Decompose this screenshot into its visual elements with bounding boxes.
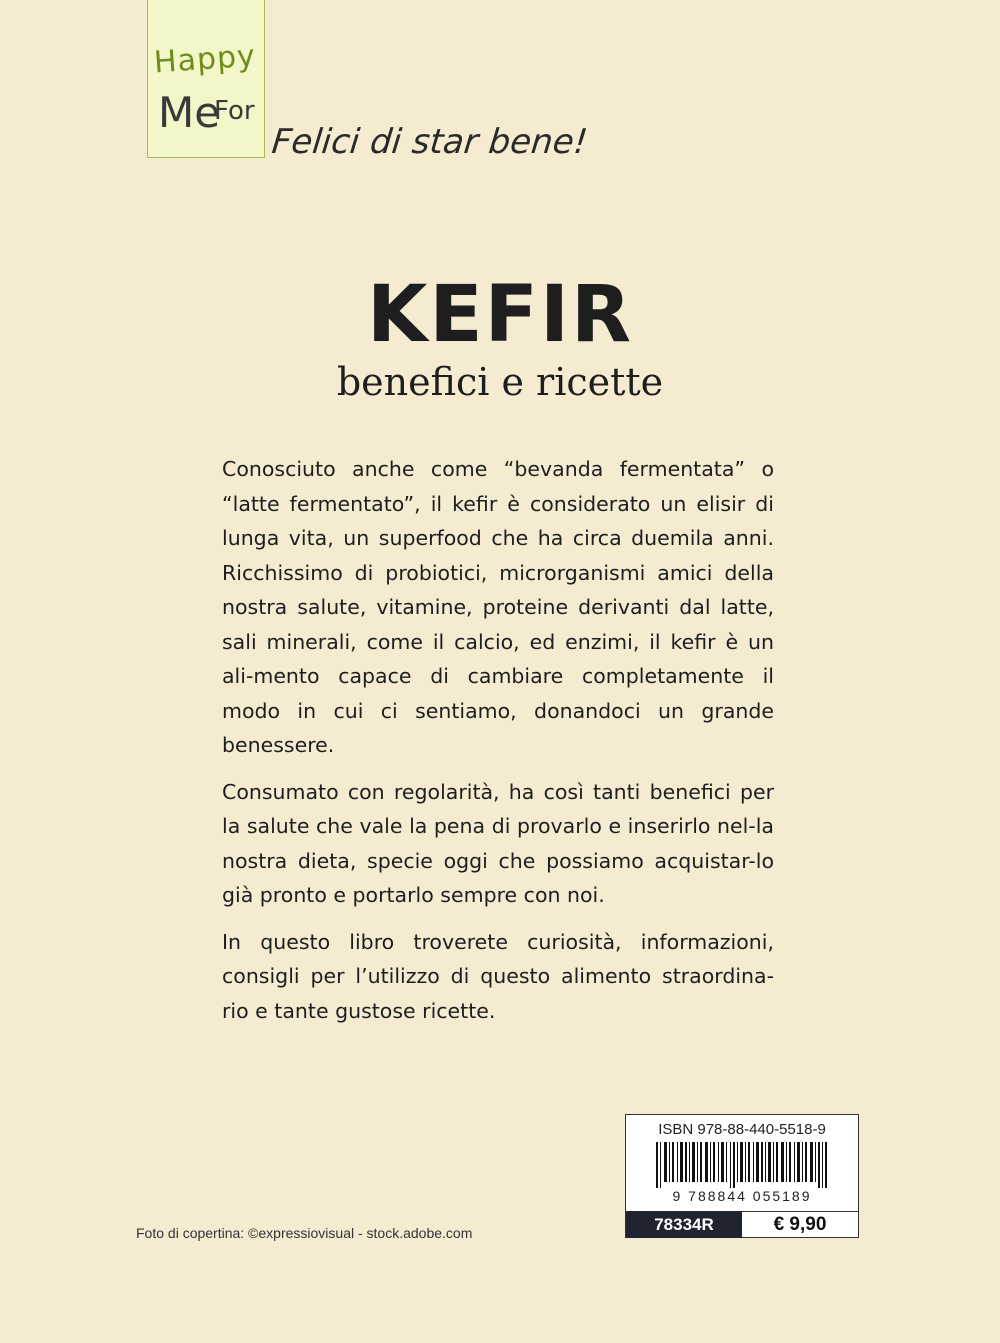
product-code: 78334R xyxy=(626,1211,742,1238)
barcode-panel xyxy=(625,1114,859,1238)
happy-me-for-logo xyxy=(147,0,265,158)
blurb-paragraph: Consumato con regolarità, ha così tanti benefici per la salute che vale la pena di provarlo e inserirlo nel-la nostra dieta, specie oggi che possiamo acquistar-lo già pronto e portarlo sempre con noi. xyxy=(222,779,774,907)
series-tagline: Felici di star bene! xyxy=(269,122,590,162)
logo-for-text: For xyxy=(214,96,255,126)
blurb-paragraph: Conosciuto anche come “bevanda fermentata” o “latte fermentato”, il kefir è considerato un elisir di lunga vita, un superfood che ha circa duemila anni. Ricchissimo di probiotici, microrganismi amici della nostra salute, vitamine, proteine derivanti dal latte, sali minerali, come il calcio, ed enzimi, il kefir è un ali-mento capace di cambiare completamente il modo in cui ci sentiamo, donandoci un grande benessere. xyxy=(222,457,774,757)
book-subtitle: benefici e ricette xyxy=(336,360,664,404)
price-label: € 9,90 xyxy=(742,1211,858,1238)
photo-credit: Foto di copertina: ©expressiovisual - stock.adobe.com xyxy=(136,1225,473,1241)
blurb-paragraph: In questo libro troverete curiosità, informazioni, consigli per l’utilizzo di questo alimento straordina-rio e tante gustose ricette. xyxy=(222,929,774,1023)
logo-me-text: Me xyxy=(158,88,221,137)
blurb xyxy=(222,452,774,1040)
logo-happy-text: Happy xyxy=(152,38,257,81)
isbn-text: ISBN 978-88-440-5518-9 xyxy=(658,1121,826,1138)
barcode-icon xyxy=(656,1142,830,1188)
barcode-digits: 9 788844 055189 xyxy=(672,1188,812,1204)
book-title: KEFIR xyxy=(366,270,634,360)
